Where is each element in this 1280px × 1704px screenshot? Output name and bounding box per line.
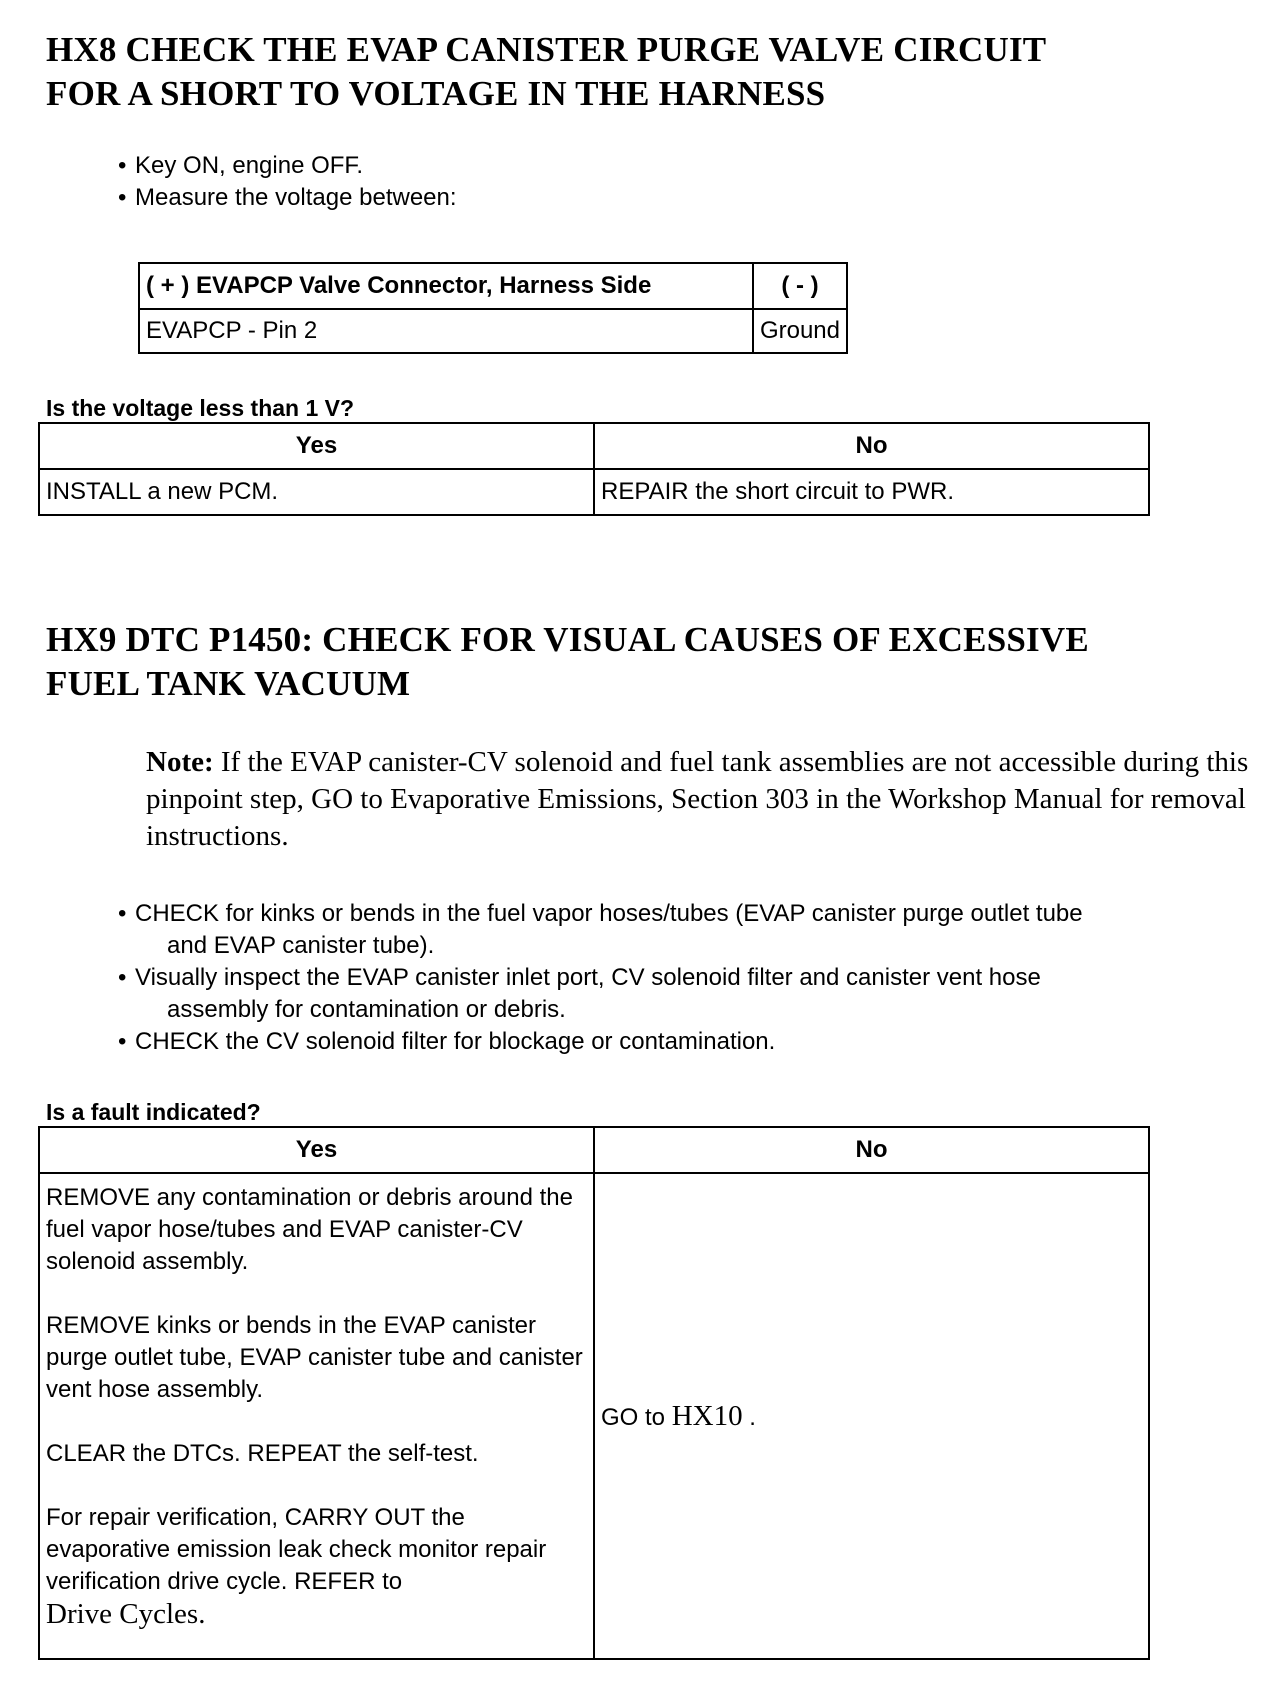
hx8-title-line2: FOR A SHORT TO VOLTAGE IN THE HARNESS [46,74,826,113]
hx8-step-list [116,150,457,214]
hx9-step-list [116,898,1083,1058]
hx8-measure-table [138,262,848,354]
yes-paragraph-remove-debris: REMOVE any contamination or debris around the fuel vapor hose/tubes and EVAP canister-CV solenoid assembly. [46,1184,573,1275]
hx9-answer-table [38,1126,1150,1660]
measure-header-positive: ( + ) EVAPCP Valve Connector, Harness Side [139,263,753,309]
hx9-title-line1: HX9 DTC P1450: CHECK FOR VISUAL CAUSES OF EXCESSIVE [46,620,1089,659]
answer-cell-yes: INSTALL a new PCM. [39,469,594,515]
measure-cell-pin: EVAPCP - Pin 2 [139,309,753,353]
bullet-icon: • [118,1028,127,1055]
bullet-icon: • [118,184,127,211]
no-go-to-text: GO to [601,1403,666,1431]
list-item: • Visually inspect the EVAP canister inlet port, CV solenoid filter and canister vent hose assembly for contamination or debris. [118,964,1041,1023]
answer-header-no: No [594,1127,1149,1173]
list-item: • CHECK for kinks or bends in the fuel vapor hoses/tubes (EVAP canister purge outlet tube and EVAP canister tube). [118,900,1083,959]
bullet-icon: • [118,964,127,991]
answer-cell-no: REPAIR the short circuit to PWR. [594,469,1149,515]
bullet-icon: • [118,900,127,927]
answer-cell-yes: REMOVE any contamination or debris around the fuel vapor hose/tubes and EVAP canister-CV solenoid assembly. REMOVE kinks or bends in the EVAP canister purge outlet tube, EVAP canister tube and canister vent hose assembly. CLEAR the DTCs. REPEAT the self-test. For repair verification, CARRY OUT the evaporative emission leak check monitor repair verification drive cycle. REFER to Drive Cycles. [39,1173,594,1659]
hx10-link[interactable]: HX10 [671,1399,743,1432]
note-text: If the EVAP canister-CV solenoid and fuel tank assemblies are not accessible during this pinpoint step, GO to Evaporative Emissions, Section 303 in the Workshop Manual for removal instructions. [146,746,1249,852]
hx8-answer-table [38,422,1150,516]
answer-header-no: No [594,423,1149,469]
measure-cell-ground: Ground [753,309,847,353]
yes-paragraph-remove-kinks: REMOVE kinks or bends in the EVAP canister purge outlet tube, EVAP canister tube and canister vent hose assembly. [46,1312,583,1403]
measure-header-negative: ( - ) [753,263,847,309]
list-item: • Key ON, engine OFF. [116,150,457,182]
hx9-title [46,618,1089,706]
hx9-question: Is a fault indicated? [46,1099,261,1125]
hx8-title [46,28,1046,116]
hx9-note [146,744,1256,855]
note-label: Note: [146,746,214,778]
hx8-question: Is the voltage less than 1 V? [46,395,355,421]
hx9-title-line2: FUEL TANK VACUUM [46,664,411,703]
answer-header-yes: Yes [39,423,594,469]
answer-header-yes: Yes [39,1127,594,1173]
hx8-title-line1: HX8 CHECK THE EVAP CANISTER PURGE VALVE CIRCUIT [46,30,1047,69]
answer-cell-no: GO to HX10 . [594,1173,1149,1659]
drive-cycles-link[interactable]: Drive Cycles [46,1598,199,1630]
yes-paragraph-clear-dtcs: CLEAR the DTCs. REPEAT the self-test. [46,1440,479,1467]
list-item: • CHECK the CV solenoid filter for blockage or contamination. [116,1026,1083,1058]
bullet-icon: • [118,152,127,179]
list-item: • Measure the voltage between: [116,182,457,214]
yes-paragraph-verification: For repair verification, CARRY OUT the evaporative emission leak check monitor repair verification drive cycle. REFER to [46,1504,547,1595]
